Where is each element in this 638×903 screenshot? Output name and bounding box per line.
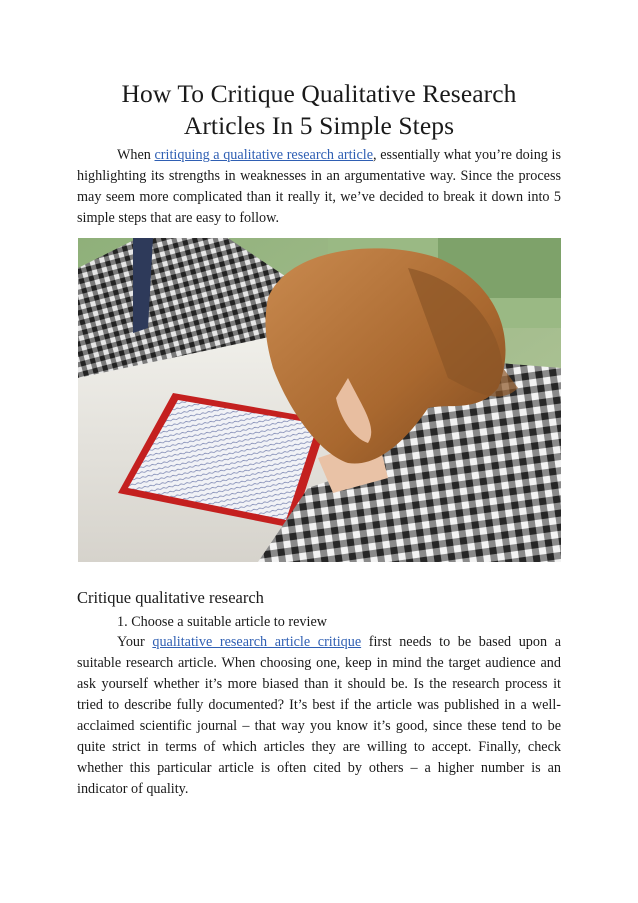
- student-writing-photo: [78, 238, 561, 562]
- step-1-heading: 1. Choose a suitable article to review: [117, 614, 327, 630]
- intro-text-before: When: [117, 147, 155, 163]
- article-critique-link[interactable]: qualitative research article critique: [152, 634, 362, 650]
- page-title: [77, 78, 561, 142]
- section-heading: Critique qualitative research: [77, 588, 264, 607]
- page-title-line-2: Articles In 5 Simple Steps: [183, 111, 455, 140]
- intro-text-after: , essentially what you’re doing is highlighting its strengths in weaknesses in an argumentative way. Since the process may seem more complicated than it really it, we’ve decided to break it down into 5 simple steps that are easy to follow.: [77, 147, 561, 226]
- document-page: [77, 78, 561, 800]
- intro-paragraph: [77, 145, 561, 229]
- step-1-paragraph: [77, 632, 561, 800]
- critiquing-article-link[interactable]: critiquing a qualitative research article: [154, 147, 374, 163]
- step-1-text-after: first needs to be based upon a suitable research article. When choosing one, keep in mind the target audience and ask yourself whether it’s more biased than it should be. Is the research process it tried to describe fully documented? It’s best if the article was published in a well-acclaimed scientific journal – that way you know it’s good, since these tend to be quite strict in terms of which articles they are willing to accept. Finally, check whether this particular article is often cited by others – a higher number is an indicator of quality.: [77, 634, 561, 797]
- step-1-text-before: Your: [117, 634, 153, 650]
- page-title-line-1: How To Critique Qualitative Research: [121, 79, 517, 108]
